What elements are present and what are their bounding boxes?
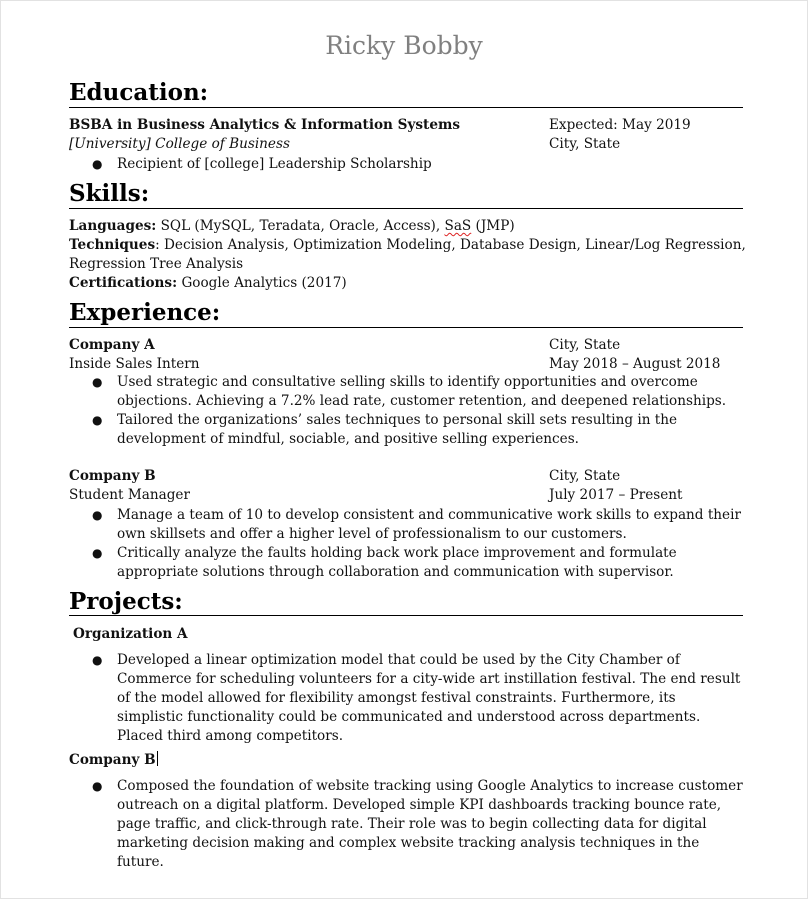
certifications-label: Certifications: xyxy=(69,275,178,291)
languages-label: Languages: xyxy=(69,218,157,234)
bullet-marker: ● xyxy=(92,413,103,427)
languages-value: SQL (MySQL, Teradata, Oracle, Access), xyxy=(160,218,445,234)
experience-rule xyxy=(69,327,743,328)
skills-heading: Skills: xyxy=(69,180,150,207)
project-org-label: Company B xyxy=(69,752,156,768)
text-cursor xyxy=(157,751,158,766)
job-bullet: Critically analyze the faults holding back work place improvement and formulate appropriate solutions through collaboration and communication with supervisor. xyxy=(117,545,677,580)
bullet-marker: ● xyxy=(92,508,103,522)
techniques-value: : Decision Analysis, Optimization Modeling, Database Design, Linear/Log Regression, xyxy=(155,237,746,253)
skills-rule xyxy=(69,208,743,209)
projects-heading: Projects: xyxy=(69,588,183,615)
job-title: Inside Sales Intern xyxy=(69,356,200,372)
job-dates: July 2017 – Present xyxy=(549,487,683,503)
techniques-label: Techniques xyxy=(69,237,156,253)
expected-date: Expected: May 2019 xyxy=(549,117,691,133)
degree: BSBA in Business Analytics & Information Systems xyxy=(69,117,460,133)
sas-misspelled: SaS xyxy=(444,218,472,234)
job-location: City, State xyxy=(549,468,621,484)
experience-heading: Experience: xyxy=(69,299,221,326)
job-dates: May 2018 – August 2018 xyxy=(549,356,721,372)
education-heading: Education: xyxy=(69,79,209,106)
job-location: City, State xyxy=(549,337,621,353)
languages-value-tail: (JMP) xyxy=(471,218,515,234)
education-rule xyxy=(69,107,743,108)
project-org xyxy=(69,751,158,770)
job-bullet: Tailored the organizations’ sales techniques to personal skill sets resulting in the development of mindful, sociable, and positive selling experiences. xyxy=(117,412,678,447)
bullet-marker: ● xyxy=(92,157,103,171)
project-bullet: Composed the foundation of website tracking using Google Analytics to increase customer outreach on a digital platform. Developed simple KPI dashboards tracking bounce rate, page traffic, and click-through rate. Their role was to begin collecting data for digital marketing decision making and complex website tracking analysis techniques in the future. xyxy=(117,778,743,870)
certifications-value: Google Analytics (2017) xyxy=(181,275,347,291)
college: [University] College of Business xyxy=(69,136,290,152)
projects-rule xyxy=(69,615,743,616)
job-company: Company B xyxy=(69,468,156,484)
bullet-marker: ● xyxy=(92,546,103,560)
bullet-marker: ● xyxy=(92,653,103,667)
skills-languages xyxy=(69,217,515,236)
skills-certifications xyxy=(69,274,347,293)
techniques-value-cont: Regression Tree Analysis xyxy=(69,256,244,272)
job-bullet: Used strategic and consultative selling skills to identify opportunities and overcome objections. Achieving a 7.2% lead rate, customer retention, and deepened relationships. xyxy=(117,374,727,409)
job-title: Student Manager xyxy=(69,487,190,503)
bullet-marker: ● xyxy=(92,375,103,389)
skills-techniques xyxy=(69,236,746,255)
project-bullet: Developed a linear optimization model that could be used by the City Chamber of Commerce for scheduling volunteers for a city-wide art instillation festival. The end result of the model allowed for flexibility amongst festival constraints. Furthermore, its simplistic functionality could be communicated and understood across departments. Placed third among competitors. xyxy=(117,652,741,744)
education-location: City, State xyxy=(549,136,621,152)
bullet-marker: ● xyxy=(92,779,103,793)
project-org: Organization A xyxy=(73,626,188,642)
candidate-name: Ricky Bobby xyxy=(325,31,483,60)
job-bullet: Manage a team of 10 to develop consistent and communicative work skills to expand their own skillsets and offer a higher level of professionalism to our customers. xyxy=(117,507,741,542)
job-company: Company A xyxy=(69,337,155,353)
education-bullet: Recipient of [college] Leadership Scholarship xyxy=(117,156,432,172)
